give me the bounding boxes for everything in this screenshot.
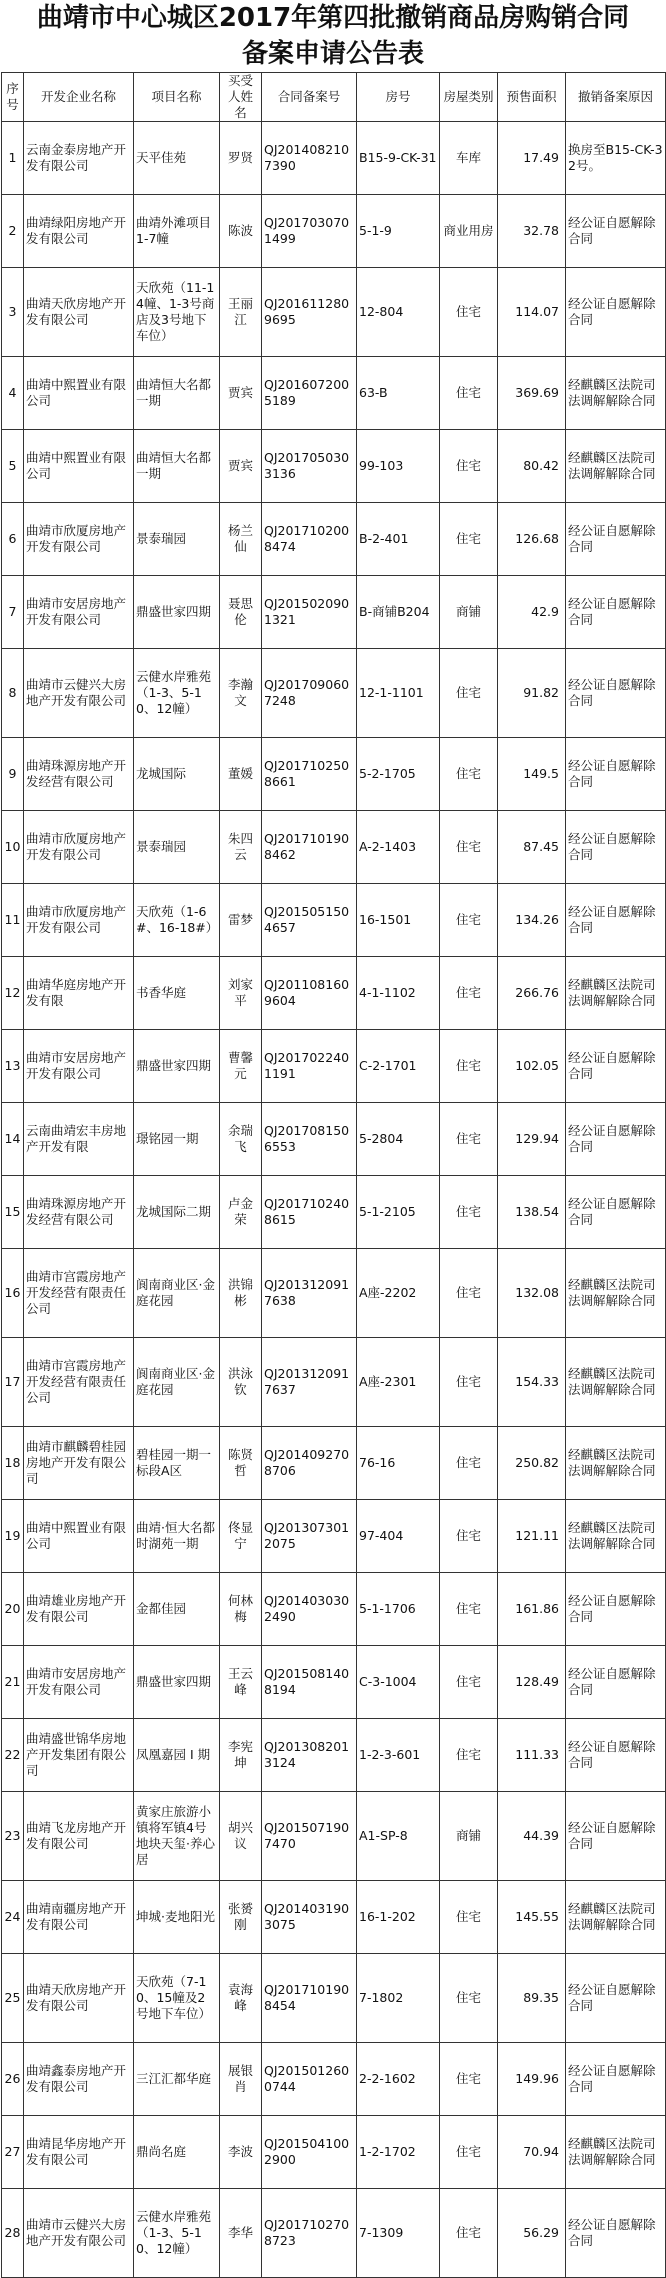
presale-area-cell: 44.39	[498, 1792, 566, 1881]
project-name-cell: 曲靖恒大名都一期	[134, 357, 220, 430]
developer-name-cell: 曲靖市麒麟碧桂园房地产开发有限公司	[24, 1427, 134, 1500]
room-number-cell: 7-1309	[357, 2189, 440, 2278]
revocation-reason-cell: 经公证自愿解除合同	[566, 2189, 666, 2278]
room-number-cell: B-2-401	[357, 503, 440, 576]
room-number-cell: 2-2-1602	[357, 2043, 440, 2116]
project-name-cell: 凤凰嘉园 I 期	[134, 1719, 220, 1792]
contract-number-cell: QJ2015071907470	[262, 1792, 357, 1881]
row-number-cell: 27	[2, 2116, 24, 2189]
property-type-cell: 住宅	[440, 1103, 498, 1176]
table-row	[2, 503, 666, 576]
revocation-reason-cell: 经麒麟区法院司法调解解除合同	[566, 1427, 666, 1500]
header-cell: 房屋类别	[440, 73, 498, 122]
project-name-cell: 鼎盛世家四期	[134, 1030, 220, 1103]
room-number-cell: 97-404	[357, 1500, 440, 1573]
buyer-name-cell: 刘家平	[220, 957, 262, 1030]
project-name-cell: 三江汇都华庭	[134, 2043, 220, 2116]
title-line-1: 曲靖市中心城区2017年第四批撤销商品房购销合同	[36, 3, 630, 33]
table-row	[2, 1249, 666, 1338]
row-number-cell: 2	[2, 195, 24, 268]
header-cell: 项目名称	[134, 73, 220, 122]
header-cell: 撤销备案原因	[566, 73, 666, 122]
room-number-cell: 16-1-202	[357, 1881, 440, 1954]
contract-number-cell: QJ2013082013124	[262, 1719, 357, 1792]
developer-name-cell: 曲靖市欣厦房地产开发有限公司	[24, 503, 134, 576]
contract-number-cell: QJ2017101908454	[262, 1954, 357, 2043]
property-type-cell: 住宅	[440, 2043, 498, 2116]
project-name-cell: 璟铭园一期	[134, 1103, 220, 1176]
revocation-reason-cell: 经公证自愿解除合同	[566, 1103, 666, 1176]
presale-area-cell: 129.94	[498, 1103, 566, 1176]
row-number-cell: 16	[2, 1249, 24, 1338]
room-number-cell: 1-2-3-601	[357, 1719, 440, 1792]
buyer-name-cell: 余瑞飞	[220, 1103, 262, 1176]
room-number-cell: 99-103	[357, 430, 440, 503]
property-type-cell: 住宅	[440, 2116, 498, 2189]
row-number-cell: 12	[2, 957, 24, 1030]
developer-name-cell: 云南金泰房地产开发有限公司	[24, 122, 134, 195]
buyer-name-cell: 洪泳钦	[220, 1338, 262, 1427]
contract-number-cell: QJ2015051504657	[262, 884, 357, 957]
revocation-reason-cell: 经公证自愿解除合同	[566, 884, 666, 957]
property-type-cell: 住宅	[440, 957, 498, 1030]
table-row	[2, 649, 666, 738]
table-row	[2, 357, 666, 430]
presale-area-cell: 369.69	[498, 357, 566, 430]
revocation-reason-cell: 经公证自愿解除合同	[566, 1030, 666, 1103]
contract-number-cell: QJ2013073012075	[262, 1500, 357, 1573]
table-header-row	[2, 73, 666, 122]
buyer-name-cell: 李瀚文	[220, 649, 262, 738]
project-name-cell: 天欣苑（7-10、15幢及2号地下车位）	[134, 1954, 220, 2043]
row-number-cell: 9	[2, 738, 24, 811]
room-number-cell: 16-1501	[357, 884, 440, 957]
presale-area-cell: 250.82	[498, 1427, 566, 1500]
table-row	[2, 884, 666, 957]
presale-area-cell: 114.07	[498, 268, 566, 357]
revocation-reason-cell: 经公证自愿解除合同	[566, 1792, 666, 1881]
contract-number-cell: QJ2017022401191	[262, 1030, 357, 1103]
revocation-reason-cell: 经麒麟区法院司法调解解除合同	[566, 430, 666, 503]
table-row	[2, 2189, 666, 2278]
developer-name-cell: 曲靖华庭房地产开发有限	[24, 957, 134, 1030]
contract-number-cell: QJ2017101908462	[262, 811, 357, 884]
room-number-cell: C-2-1701	[357, 1030, 440, 1103]
announcement-table	[1, 72, 666, 2278]
row-number-cell: 6	[2, 503, 24, 576]
presale-area-cell: 149.5	[498, 738, 566, 811]
property-type-cell: 商业用房	[440, 195, 498, 268]
revocation-reason-cell: 经麒麟区法院司法调解解除合同	[566, 1338, 666, 1427]
room-number-cell: 4-1-1102	[357, 957, 440, 1030]
presale-area-cell: 128.49	[498, 1646, 566, 1719]
table-row	[2, 738, 666, 811]
property-type-cell: 住宅	[440, 1646, 498, 1719]
header-cell: 合同备案号	[262, 73, 357, 122]
table-body	[2, 122, 666, 2278]
table-row	[2, 195, 666, 268]
developer-name-cell: 曲靖鑫泰房地产开发有限公司	[24, 2043, 134, 2116]
property-type-cell: 住宅	[440, 503, 498, 576]
row-number-cell: 24	[2, 1881, 24, 1954]
property-type-cell: 住宅	[440, 1500, 498, 1573]
buyer-name-cell: 张赟刚	[220, 1881, 262, 1954]
buyer-name-cell: 何林梅	[220, 1573, 262, 1646]
revocation-reason-cell: 经公证自愿解除合同	[566, 1719, 666, 1792]
buyer-name-cell: 聂思伦	[220, 576, 262, 649]
revocation-reason-cell: 经公证自愿解除合同	[566, 1573, 666, 1646]
table-row	[2, 1176, 666, 1249]
row-number-cell: 18	[2, 1427, 24, 1500]
table-row	[2, 2043, 666, 2116]
presale-area-cell: 126.68	[498, 503, 566, 576]
revocation-reason-cell: 经公证自愿解除合同	[566, 1954, 666, 2043]
contract-number-cell: QJ2015012600744	[262, 2043, 357, 2116]
developer-name-cell: 曲靖中熙置业有限公司	[24, 1500, 134, 1573]
buyer-name-cell: 胡兴议	[220, 1792, 262, 1881]
contract-number-cell: QJ2015020901321	[262, 576, 357, 649]
row-number-cell: 10	[2, 811, 24, 884]
presale-area-cell: 56.29	[498, 2189, 566, 2278]
table-row	[2, 1338, 666, 1427]
presale-area-cell: 266.76	[498, 957, 566, 1030]
contract-number-cell: QJ2014082107390	[262, 122, 357, 195]
page-title	[0, 0, 666, 72]
contract-number-cell: QJ2017102408615	[262, 1176, 357, 1249]
revocation-reason-cell: 经麒麟区法院司法调解解除合同	[566, 357, 666, 430]
project-name-cell: 坤城·麦地阳光	[134, 1881, 220, 1954]
presale-area-cell: 17.49	[498, 122, 566, 195]
property-type-cell: 住宅	[440, 1954, 498, 2043]
property-type-cell: 住宅	[440, 1176, 498, 1249]
developer-name-cell: 曲靖市欣厦房地产开发有限公司	[24, 884, 134, 957]
room-number-cell: 5-2804	[357, 1103, 440, 1176]
row-number-cell: 7	[2, 576, 24, 649]
buyer-name-cell: 王云峰	[220, 1646, 262, 1719]
revocation-reason-cell: 经麒麟区法院司法调解解除合同	[566, 1249, 666, 1338]
revocation-reason-cell: 经公证自愿解除合同	[566, 195, 666, 268]
revocation-reason-cell: 经公证自愿解除合同	[566, 1176, 666, 1249]
property-type-cell: 住宅	[440, 1573, 498, 1646]
table-row	[2, 1030, 666, 1103]
project-name-cell: 天欣苑（1-6#、16-18#）	[134, 884, 220, 957]
presale-area-cell: 91.82	[498, 649, 566, 738]
contract-number-cell: QJ2014092708706	[262, 1427, 357, 1500]
revocation-reason-cell: 经公证自愿解除合同	[566, 576, 666, 649]
developer-name-cell: 曲靖中熙置业有限公司	[24, 430, 134, 503]
table-row	[2, 576, 666, 649]
project-name-cell: 鼎盛世家四期	[134, 1646, 220, 1719]
project-name-cell: 书香华庭	[134, 957, 220, 1030]
table-row	[2, 1792, 666, 1881]
room-number-cell: 1-2-1702	[357, 2116, 440, 2189]
developer-name-cell: 曲靖中熙置业有限公司	[24, 357, 134, 430]
row-number-cell: 4	[2, 357, 24, 430]
room-number-cell: 5-1-1706	[357, 1573, 440, 1646]
room-number-cell: 76-16	[357, 1427, 440, 1500]
room-number-cell: B-商铺B204	[357, 576, 440, 649]
developer-name-cell: 曲靖珠源房地产开发经营有限公司	[24, 1176, 134, 1249]
table-row	[2, 1954, 666, 2043]
contract-number-cell: QJ2017102508661	[262, 738, 357, 811]
table-row	[2, 268, 666, 357]
project-name-cell: 黄家庄旅游小镇将军镇4号地块天玺·养心居	[134, 1792, 220, 1881]
revocation-reason-cell: 经公证自愿解除合同	[566, 1646, 666, 1719]
contract-number-cell: QJ2017102008474	[262, 503, 357, 576]
property-type-cell: 住宅	[440, 1427, 498, 1500]
row-number-cell: 1	[2, 122, 24, 195]
contract-number-cell: QJ2017030701499	[262, 195, 357, 268]
property-type-cell: 住宅	[440, 1030, 498, 1103]
developer-name-cell: 曲靖雄业房地产开发有限公司	[24, 1573, 134, 1646]
developer-name-cell: 曲靖绿阳房地产开发有限公司	[24, 195, 134, 268]
project-name-cell: 景泰瑞园	[134, 503, 220, 576]
room-number-cell: A座-2202	[357, 1249, 440, 1338]
buyer-name-cell: 贾宾	[220, 430, 262, 503]
buyer-name-cell: 李华	[220, 2189, 262, 2278]
property-type-cell: 住宅	[440, 1338, 498, 1427]
header-cell: 序号	[2, 73, 24, 122]
row-number-cell: 13	[2, 1030, 24, 1103]
developer-name-cell: 曲靖天欣房地产开发有限公司	[24, 1954, 134, 2043]
table-row	[2, 1500, 666, 1573]
contract-number-cell: QJ2014031903075	[262, 1881, 357, 1954]
project-name-cell: 阆南商业区·金庭花园	[134, 1338, 220, 1427]
project-name-cell: 云健水岸雅苑（1-3、5-10、12幢）	[134, 2189, 220, 2278]
contract-number-cell: QJ2016112809695	[262, 268, 357, 357]
row-number-cell: 22	[2, 1719, 24, 1792]
property-type-cell: 住宅	[440, 649, 498, 738]
row-number-cell: 20	[2, 1573, 24, 1646]
room-number-cell: B15-9-CK-31	[357, 122, 440, 195]
buyer-name-cell: 朱四云	[220, 811, 262, 884]
title-line-2: 备案申请公告表	[241, 39, 424, 69]
property-type-cell: 商铺	[440, 1792, 498, 1881]
header-cell: 房号	[357, 73, 440, 122]
project-name-cell: 碧桂园一期一标段A区	[134, 1427, 220, 1500]
row-number-cell: 3	[2, 268, 24, 357]
contract-number-cell: QJ2015041002900	[262, 2116, 357, 2189]
property-type-cell: 住宅	[440, 1881, 498, 1954]
row-number-cell: 23	[2, 1792, 24, 1881]
revocation-reason-cell: 经麒麟区法院司法调解解除合同	[566, 2116, 666, 2189]
property-type-cell: 住宅	[440, 268, 498, 357]
presale-area-cell: 138.54	[498, 1176, 566, 1249]
presale-area-cell: 111.33	[498, 1719, 566, 1792]
buyer-name-cell: 陈贤哲	[220, 1427, 262, 1500]
developer-name-cell: 曲靖珠源房地产开发经营有限公司	[24, 738, 134, 811]
presale-area-cell: 87.45	[498, 811, 566, 884]
contract-number-cell: QJ2015081408194	[262, 1646, 357, 1719]
presale-area-cell: 80.42	[498, 430, 566, 503]
presale-area-cell: 161.86	[498, 1573, 566, 1646]
project-name-cell: 金都佳园	[134, 1573, 220, 1646]
revocation-reason-cell: 经公证自愿解除合同	[566, 268, 666, 357]
room-number-cell: A1-SP-8	[357, 1792, 440, 1881]
header-cell: 买受人姓名	[220, 73, 262, 122]
presale-area-cell: 102.05	[498, 1030, 566, 1103]
developer-name-cell: 曲靖昆华房地产开发有限公司	[24, 2116, 134, 2189]
developer-name-cell: 云南曲靖宏丰房地产开发有限	[24, 1103, 134, 1176]
project-name-cell: 曲靖外滩项目1-7幢	[134, 195, 220, 268]
project-name-cell: 龙城国际二期	[134, 1176, 220, 1249]
developer-name-cell: 曲靖市安居房地产开发有限公司	[24, 1030, 134, 1103]
header-cell: 开发企业名称	[24, 73, 134, 122]
revocation-reason-cell: 经公证自愿解除合同	[566, 503, 666, 576]
revocation-reason-cell: 换房至B15-CK-32号。	[566, 122, 666, 195]
project-name-cell: 龙城国际	[134, 738, 220, 811]
developer-name-cell: 曲靖飞龙房地产开发有限公司	[24, 1792, 134, 1881]
property-type-cell: 住宅	[440, 2189, 498, 2278]
developer-name-cell: 曲靖盛世锦华房地产开发集团有限公司	[24, 1719, 134, 1792]
buyer-name-cell: 贾宾	[220, 357, 262, 430]
revocation-reason-cell: 经公证自愿解除合同	[566, 738, 666, 811]
contract-number-cell: QJ2017102708723	[262, 2189, 357, 2278]
row-number-cell: 17	[2, 1338, 24, 1427]
room-number-cell: 7-1802	[357, 1954, 440, 2043]
buyer-name-cell: 洪锦彬	[220, 1249, 262, 1338]
revocation-reason-cell: 经麒麟区法院司法调解解除合同	[566, 957, 666, 1030]
row-number-cell: 28	[2, 2189, 24, 2278]
buyer-name-cell: 卢金荣	[220, 1176, 262, 1249]
room-number-cell: 12-1-1101	[357, 649, 440, 738]
table-row	[2, 957, 666, 1030]
presale-area-cell: 149.96	[498, 2043, 566, 2116]
table-row	[2, 430, 666, 503]
contract-number-cell: QJ2017081506553	[262, 1103, 357, 1176]
table-row	[2, 2116, 666, 2189]
buyer-name-cell: 陈波	[220, 195, 262, 268]
buyer-name-cell: 王丽江	[220, 268, 262, 357]
table-row	[2, 1573, 666, 1646]
contract-number-cell: QJ2013120917638	[262, 1249, 357, 1338]
contract-number-cell: QJ2014030302490	[262, 1573, 357, 1646]
row-number-cell: 19	[2, 1500, 24, 1573]
row-number-cell: 8	[2, 649, 24, 738]
buyer-name-cell: 雷梦	[220, 884, 262, 957]
row-number-cell: 14	[2, 1103, 24, 1176]
row-number-cell: 15	[2, 1176, 24, 1249]
project-name-cell: 曲靖·恒大名都时湖苑一期	[134, 1500, 220, 1573]
buyer-name-cell: 杨兰仙	[220, 503, 262, 576]
project-name-cell: 云健水岸雅苑（1-3、5-10、12幢）	[134, 649, 220, 738]
property-type-cell: 住宅	[440, 811, 498, 884]
developer-name-cell: 曲靖市宫霞房地产开发经营有限责任公司	[24, 1338, 134, 1427]
contract-number-cell: QJ2013120917637	[262, 1338, 357, 1427]
project-name-cell: 鼎盛世家四期	[134, 576, 220, 649]
room-number-cell: A座-2301	[357, 1338, 440, 1427]
presale-area-cell: 132.08	[498, 1249, 566, 1338]
room-number-cell: C-3-1004	[357, 1646, 440, 1719]
revocation-reason-cell: 经公证自愿解除合同	[566, 2043, 666, 2116]
property-type-cell: 住宅	[440, 884, 498, 957]
table-row	[2, 1646, 666, 1719]
room-number-cell: 5-1-2105	[357, 1176, 440, 1249]
developer-name-cell: 曲靖市云健兴大房地产开发有限公司	[24, 2189, 134, 2278]
buyer-name-cell: 罗贤	[220, 122, 262, 195]
table-row	[2, 1427, 666, 1500]
project-name-cell: 天欣苑（11-14幢、1-3号商店及3号地下车位）	[134, 268, 220, 357]
room-number-cell: 63-B	[357, 357, 440, 430]
contract-number-cell: QJ2017090607248	[262, 649, 357, 738]
property-type-cell: 车库	[440, 122, 498, 195]
developer-name-cell: 曲靖南疆房地产开发有限公司	[24, 1881, 134, 1954]
presale-area-cell: 134.26	[498, 884, 566, 957]
property-type-cell: 住宅	[440, 1249, 498, 1338]
buyer-name-cell: 曹馨元	[220, 1030, 262, 1103]
table-row	[2, 1881, 666, 1954]
presale-area-cell: 145.55	[498, 1881, 566, 1954]
presale-area-cell: 89.35	[498, 1954, 566, 2043]
property-type-cell: 住宅	[440, 357, 498, 430]
buyer-name-cell: 袁海峰	[220, 1954, 262, 2043]
contract-number-cell: QJ2011081609604	[262, 957, 357, 1030]
developer-name-cell: 曲靖市欣厦房地产开发有限公司	[24, 811, 134, 884]
table-row	[2, 122, 666, 195]
table-row	[2, 811, 666, 884]
project-name-cell: 曲靖恒大名都一期	[134, 430, 220, 503]
contract-number-cell: QJ2016072005189	[262, 357, 357, 430]
property-type-cell: 商铺	[440, 576, 498, 649]
contract-number-cell: QJ2017050303136	[262, 430, 357, 503]
presale-area-cell: 154.33	[498, 1338, 566, 1427]
row-number-cell: 11	[2, 884, 24, 957]
room-number-cell: 5-2-1705	[357, 738, 440, 811]
buyer-name-cell: 佟显宁	[220, 1500, 262, 1573]
project-name-cell: 鼎尚名庭	[134, 2116, 220, 2189]
property-type-cell: 住宅	[440, 430, 498, 503]
developer-name-cell: 曲靖市安居房地产开发有限公司	[24, 576, 134, 649]
buyer-name-cell: 李宪坤	[220, 1719, 262, 1792]
revocation-reason-cell: 经麒麟区法院司法调解解除合同	[566, 1500, 666, 1573]
row-number-cell: 5	[2, 430, 24, 503]
table-row	[2, 1103, 666, 1176]
room-number-cell: 12-804	[357, 268, 440, 357]
developer-name-cell: 曲靖市宫霞房地产开发经营有限责任公司	[24, 1249, 134, 1338]
project-name-cell: 天平佳苑	[134, 122, 220, 195]
project-name-cell: 景泰瑞园	[134, 811, 220, 884]
property-type-cell: 住宅	[440, 1719, 498, 1792]
presale-area-cell: 32.78	[498, 195, 566, 268]
table-row	[2, 1719, 666, 1792]
project-name-cell: 阆南商业区·金庭花园	[134, 1249, 220, 1338]
row-number-cell: 26	[2, 2043, 24, 2116]
header-cell: 预售面积	[498, 73, 566, 122]
room-number-cell: A-2-1403	[357, 811, 440, 884]
developer-name-cell: 曲靖市云健兴大房地产开发有限公司	[24, 649, 134, 738]
property-type-cell: 住宅	[440, 738, 498, 811]
presale-area-cell: 42.9	[498, 576, 566, 649]
revocation-reason-cell: 经麒麟区法院司法调解解除合同	[566, 1881, 666, 1954]
buyer-name-cell: 董媛	[220, 738, 262, 811]
developer-name-cell: 曲靖市安居房地产开发有限公司	[24, 1646, 134, 1719]
revocation-reason-cell: 经公证自愿解除合同	[566, 649, 666, 738]
row-number-cell: 25	[2, 1954, 24, 2043]
revocation-reason-cell: 经公证自愿解除合同	[566, 811, 666, 884]
buyer-name-cell: 李波	[220, 2116, 262, 2189]
room-number-cell: 5-1-9	[357, 195, 440, 268]
presale-area-cell: 70.94	[498, 2116, 566, 2189]
developer-name-cell: 曲靖天欣房地产开发有限公司	[24, 268, 134, 357]
row-number-cell: 21	[2, 1646, 24, 1719]
presale-area-cell: 121.11	[498, 1500, 566, 1573]
buyer-name-cell: 展银肖	[220, 2043, 262, 2116]
